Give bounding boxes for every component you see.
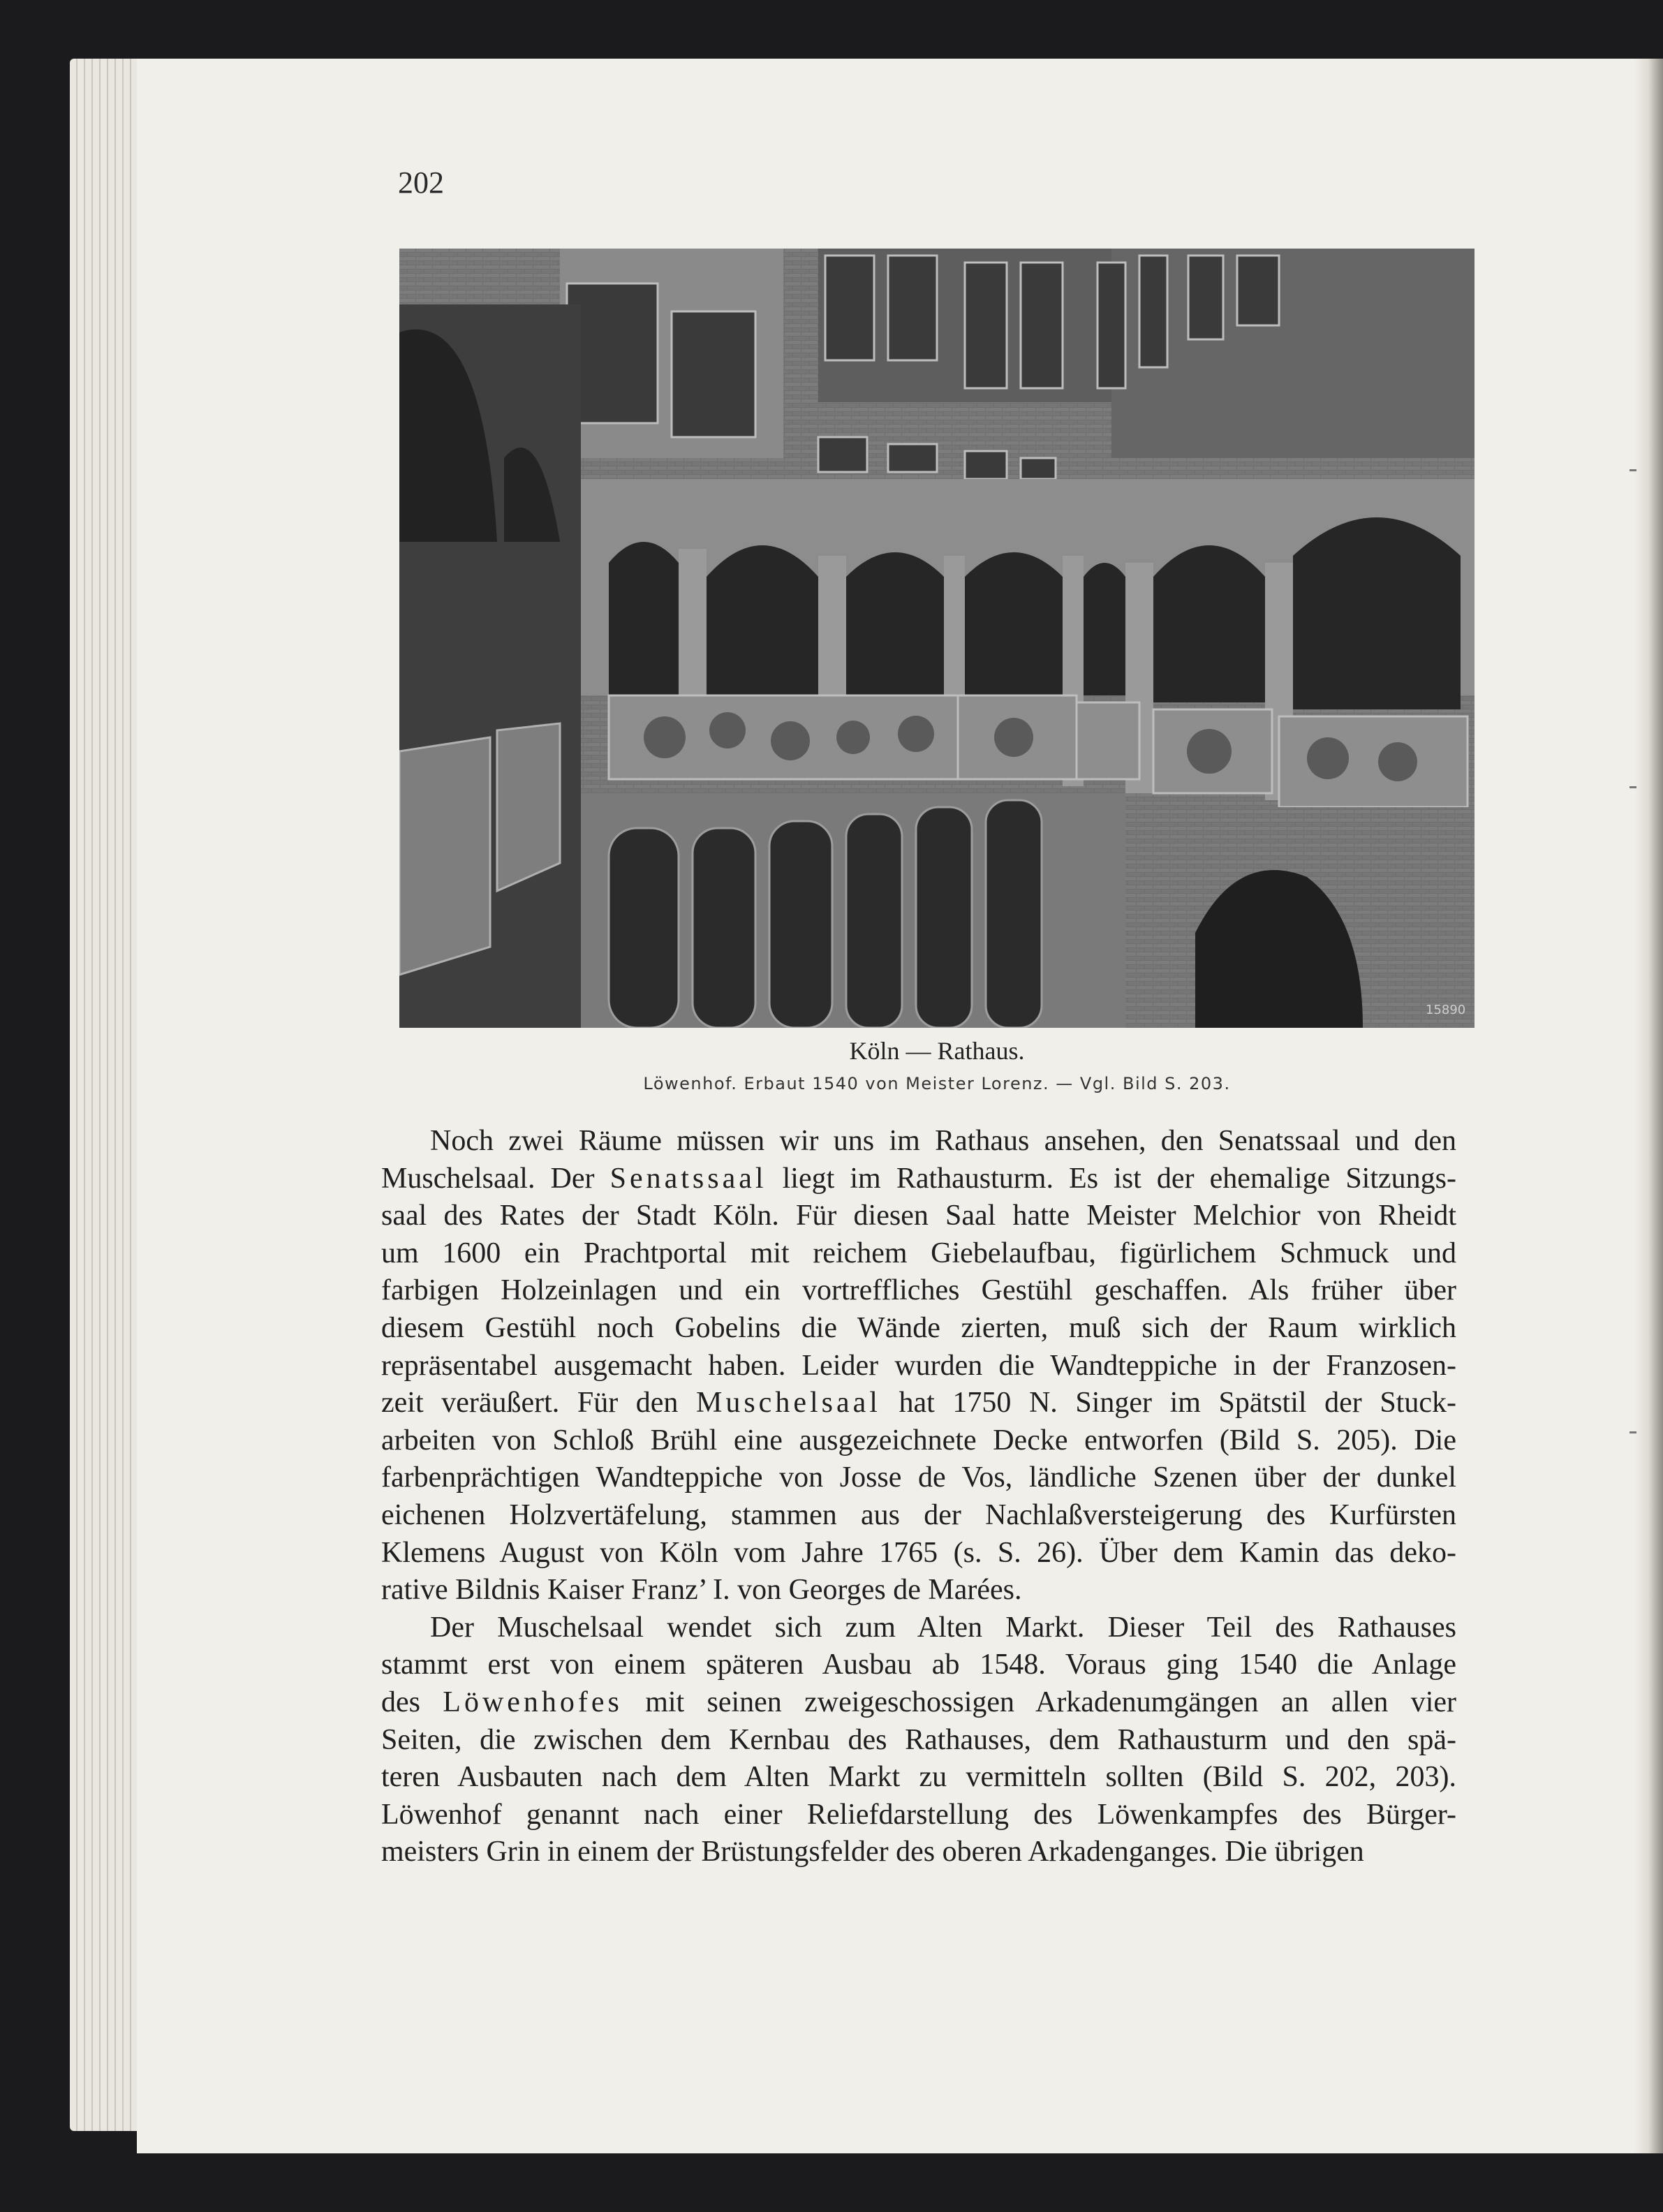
text-line xyxy=(381,1235,1456,1273)
text-segment: um 1600 ein Prachtportal mit reichem Giebelaufbau, figürlichem Schmuck und xyxy=(381,1237,1456,1269)
text-line xyxy=(381,1310,1456,1348)
gutter-edge xyxy=(1634,59,1663,2153)
body-text xyxy=(381,1123,1456,1871)
text-segment: Klemens August von Köln vom Jahre 1765 (s. S. 26). Über dem Kamin das deko- xyxy=(381,1536,1456,1569)
text-line xyxy=(381,1572,1456,1609)
text-segment: meisters Grin in einem der Brüstungsfelder des oberen Arkadenganges. Die übrigen xyxy=(381,1836,1364,1868)
text-segment: farbenprächtigen Wandteppiche von Josse de Vos, ländliche Szenen über der dunkel xyxy=(381,1461,1456,1494)
text-line xyxy=(381,1123,1456,1160)
text-segment: Noch zwei Räume müssen wir uns im Rathaus ansehen, den Senatssaal und den xyxy=(430,1125,1456,1157)
text-segment: stammt erst von einem späteren Ausbau ab 1548. Voraus ging 1540 die Anlage xyxy=(381,1649,1456,1681)
text-segment: des xyxy=(381,1686,443,1718)
binding-stitch xyxy=(1629,469,1636,471)
text-segment: liegt im Rathausturm. Es ist der ehemalige Sitzungs- xyxy=(767,1162,1456,1195)
text-segment: eichenen Holzvertäfelung, stammen aus der Nachlaßversteigerung des Kurfürsten xyxy=(381,1498,1456,1531)
emphasized-term: Senatssaal xyxy=(609,1162,767,1195)
text-line xyxy=(381,1646,1456,1684)
binding-stitch xyxy=(1629,786,1636,788)
text-line xyxy=(381,1759,1456,1797)
text-segment: Der Muschelsaal wendet sich zum Alten Markt. Dieser Teil des Rathauses xyxy=(430,1611,1456,1644)
text-line xyxy=(381,1497,1456,1535)
text-segment: teren Ausbauten nach dem Alten Markt zu vermitteln sollten (Bild S. 202, 203). xyxy=(381,1761,1456,1794)
text-line xyxy=(381,1834,1456,1871)
text-line xyxy=(381,1684,1456,1722)
text-segment: mit seinen zweigeschossigen Arkadenumgängen an allen vier xyxy=(622,1686,1456,1718)
text-line xyxy=(381,1422,1456,1460)
text-segment: Löwenhof genannt nach einer Reliefdarstellung des Löwenkampfes des Bürger- xyxy=(381,1798,1456,1831)
text-segment: saal des Rates der Stadt Köln. Für diesen Saal hatte Meister Melchior von Rheidt xyxy=(381,1200,1456,1232)
text-segment: diesem Gestühl noch Gobelins die Wände zierten, muß sich der Raum wirklich xyxy=(381,1311,1456,1344)
paragraph xyxy=(381,1609,1456,1871)
text-line xyxy=(381,1535,1456,1572)
text-line xyxy=(381,1609,1456,1647)
text-line xyxy=(381,1385,1456,1422)
text-segment: Seiten, die zwischen dem Kernbau des Rathauses, dem Rathausturm und den spä- xyxy=(381,1723,1456,1756)
binding-stitch xyxy=(1629,1431,1636,1433)
caption-subtitle: Löwenhof. Erbaut 1540 von Meister Lorenz. — Vgl. Bild S. 203. xyxy=(643,1074,1231,1093)
text-segment: rative Bildnis Kaiser Franz’ I. von Georges de Marées. xyxy=(381,1574,1022,1607)
text-line xyxy=(381,1160,1456,1198)
text-segment: farbigen Holzeinlagen und ein vortreffliches Gestühl geschaffen. Als früher über xyxy=(381,1274,1456,1307)
text-segment: arbeiten von Schloß Brühl eine ausgezeichnete Decke entworfen (Bild S. 205). Die xyxy=(381,1424,1456,1457)
caption-title: Köln — Rathaus. xyxy=(849,1037,1025,1065)
text-segment: hat 1750 N. Singer im Spätstil der Stuck- xyxy=(880,1387,1456,1420)
page-number: 202 xyxy=(398,165,444,200)
text-line xyxy=(381,1348,1456,1385)
paragraph xyxy=(381,1123,1456,1609)
text-segment: repräsentabel ausgemacht haben. Leider wurden die Wandteppiche in der Franzosen- xyxy=(381,1349,1456,1382)
courtyard-photo xyxy=(399,249,1474,1028)
emphasized-term: Löwenhofes xyxy=(443,1686,623,1718)
photo-mark: 15890 xyxy=(1426,1003,1466,1017)
arcade-illustration xyxy=(399,249,1474,1028)
emphasized-term: Muschelsaal xyxy=(695,1387,881,1420)
text-line xyxy=(381,1459,1456,1497)
text-segment: zeit veräußert. Für den xyxy=(381,1387,696,1420)
text-segment: Muschelsaal. Der xyxy=(381,1162,610,1195)
text-line xyxy=(381,1272,1456,1310)
text-line xyxy=(381,1197,1456,1235)
text-line xyxy=(381,1797,1456,1834)
text-line xyxy=(381,1722,1456,1760)
